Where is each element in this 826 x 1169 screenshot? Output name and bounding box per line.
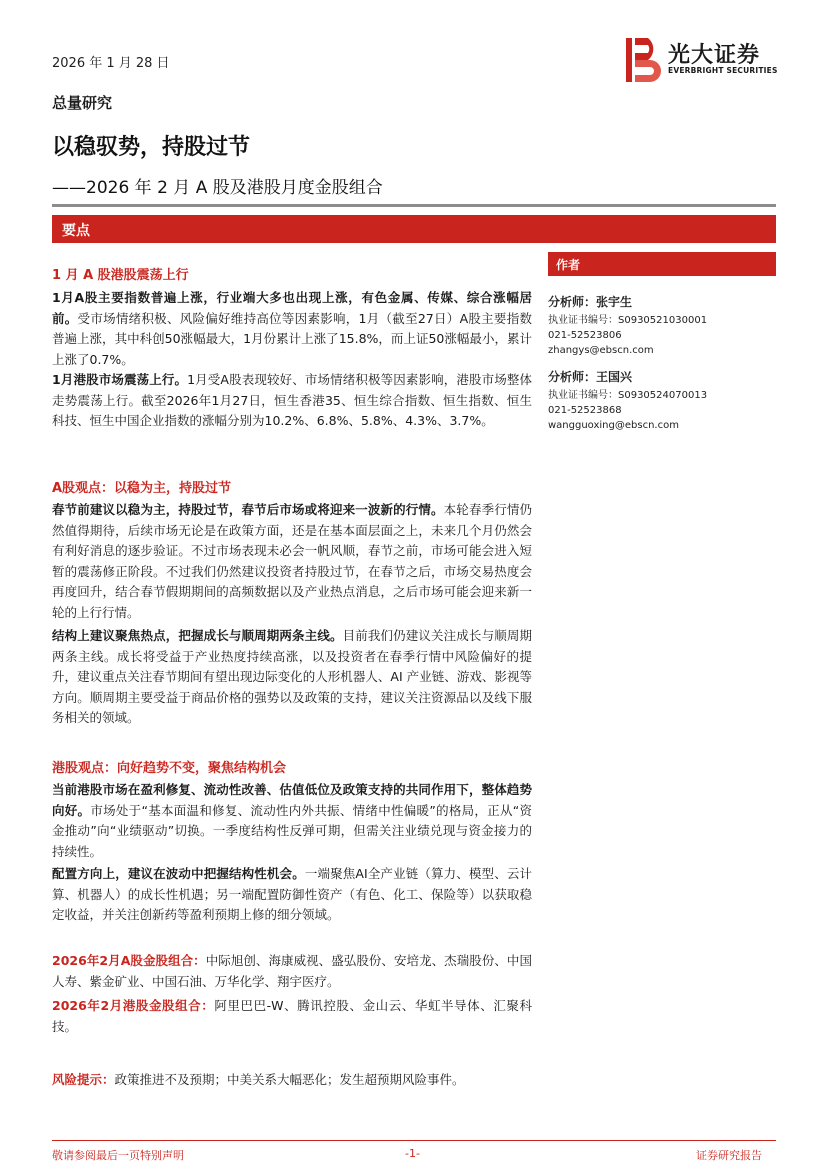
section-heading-hk: 港股观点：向好趋势不变，聚焦结构机会 [52, 761, 287, 776]
author-bar [548, 252, 776, 276]
analyst-cert: 执业证书编号：S0930521030001 [548, 315, 708, 326]
section-heading-market: 1 月 A 股港股震荡上行 [52, 268, 189, 283]
paragraph [52, 864, 532, 926]
report-title: 以稳驭势，持股过节 [52, 135, 251, 160]
title-divider [52, 204, 776, 207]
company-logo [626, 38, 786, 82]
report-category: 总量研究 [52, 94, 113, 112]
key-points-bar [52, 215, 776, 243]
paragraph-lead: 1月港股市场震荡上行。 [52, 372, 188, 387]
disclaimer-note[interactable]: 敬请参阅最后一页特别声明 [52, 1149, 184, 1162]
analyst-email[interactable]: wangguoxing@ebscn.com [548, 420, 679, 431]
analyst-name: 分析师：王国兴 [548, 370, 633, 384]
risk-label: 风险提示： [52, 1072, 115, 1087]
paragraph-lead: 春节前建议以稳为主，持股过节，春节后市场或将迎来一波新的行情。 [52, 502, 444, 517]
analyst-phone: 021-52523868 [548, 405, 622, 416]
footer-divider [52, 1140, 776, 1141]
risk-text: 政策推进不及预期；中美关系大幅恶化；发生超预期风险事件。 [114, 1072, 465, 1087]
analyst-card [548, 293, 776, 358]
paragraph-body: 一端聚焦AI全产业链（算力、模型、云计算、机器人）的成长性机遇；另一端配置防御性资产（有色、化工、保险等）以获取稳定收益，并关注创新药等盈利预期上修的细分领域。 [52, 866, 532, 922]
analyst-card [548, 368, 776, 433]
author-label: 作者 [556, 258, 581, 272]
analyst-cert: 执业证书编号：S0930524070013 [548, 390, 708, 401]
paragraph [52, 626, 532, 729]
report-subtitle: ——2026 年 2 月 A 股及港股月度金股组合 [52, 178, 383, 198]
logo-text-en: EVERBRIGHT SECURITIES [668, 66, 778, 75]
paragraph-lead: 结构上建议聚焦热点，把握成长与顺周期两条主线。 [52, 628, 343, 643]
paragraph-body: 1月受A股表现较好、市场情绪积极等因素影响，港股市场整体走势震荡上行。截至2026年1月27日，恒生香港35、恒生综合指数、恒生指数、恒生科技、恒生中国企业指数的涨幅分别为10.2%、6.8%、5.8%、4.3%、3.7%。 [52, 372, 532, 428]
portfolio-list: 阿里巴巴-W、腾讯控股、金山云、华虹半导体、汇聚科技。 [52, 998, 532, 1034]
analyst-phone: 021-52523806 [548, 330, 622, 341]
paragraph-lead: 1月A股主要指数普遍上涨，行业端大多也出现上涨，有色金属、传媒、综合涨幅居前。 [52, 290, 532, 326]
portfolio-label: 2026年2月港股金股组合： [52, 998, 215, 1013]
portfolio-list: 中际旭创、海康威视、盛弘股份、安培龙、杰瑞股份、中国人寿、紫金矿业、中国石油、万华化学、翔宇医疗。 [52, 953, 532, 989]
report-type: 证券研究报告 [696, 1149, 762, 1162]
section-heading-a-share: A股观点：以稳为主，持股过节 [52, 481, 232, 496]
logo-text-cn: 光大证券 [668, 43, 761, 68]
a-share-portfolio [52, 951, 532, 992]
analyst-name: 分析师：张宇生 [548, 295, 633, 309]
paragraph [52, 370, 532, 432]
paragraph [52, 288, 532, 370]
portfolio-label: 2026年2月A股金股组合： [52, 953, 206, 968]
paragraph-body: 本轮春季行情仍然值得期待，后续市场无论是在政策方面，还是在基本面层面之上，未来几个月仍然会有利好消息的逐步验证。不过市场表现未必会一帆风顺，春节之前，市场可能会进入短暂的震荡修正阶段。不过我们仍然建议投资者持股过节，在春节之后，市场交易热度会再度回升，结合春节假期期间的高频数据以及产业热点消息，之后市场可能会迎来新一轮的上行行情。 [52, 502, 532, 620]
paragraph-body: 市场处于“基本面温和修复、流动性内外共振、情绪中性偏暖”的格局，正从“资金推动”向“业绩驱动”切换。一季度结构性反弹可期，但需关注业绩兑现与资金接力的持续性。 [52, 802, 532, 859]
paragraph [52, 780, 532, 862]
key-points-label: 要点 [62, 223, 90, 239]
logo-mark-icon [626, 38, 662, 82]
paragraph [52, 500, 532, 623]
paragraph-lead: 当前港股市场在盈利修复、流动性改善、估值低位及政策支持的共同作用下，整体趋势向好。 [52, 782, 532, 818]
page-number: -1- [405, 1147, 420, 1160]
report-date: 2026 年 1 月 28 日 [52, 56, 170, 71]
paragraph-body: 目前我们仍建议关注成长与顺周期两条主线。成长将受益于产业热度持续高涨，以及投资者在春季行情中风险偏好的提升，建议重点关注春节期间有望出现边际变化的人形机器人、AI 产业链、游戏、影视等方向。顺周期主要受益于商品价格的强势以及政策的支持，建议关注资源品以及线下服务相关的领域。 [52, 628, 532, 725]
paragraph-body: 受市场情绪积极、风险偏好维持高位等因素影响，1月（截至27日）A股主要指数普遍上涨，其中科创50涨幅最大，1月份累计上涨了15.8%，而上证50涨幅最小，累计上涨了0.7%。 [52, 310, 532, 367]
risk-warning [52, 1070, 532, 1091]
paragraph-lead: 配置方向上，建议在波动中把握结构性机会。 [52, 866, 305, 881]
hk-portfolio [52, 996, 532, 1037]
analyst-email[interactable]: zhangys@ebscn.com [548, 345, 654, 356]
